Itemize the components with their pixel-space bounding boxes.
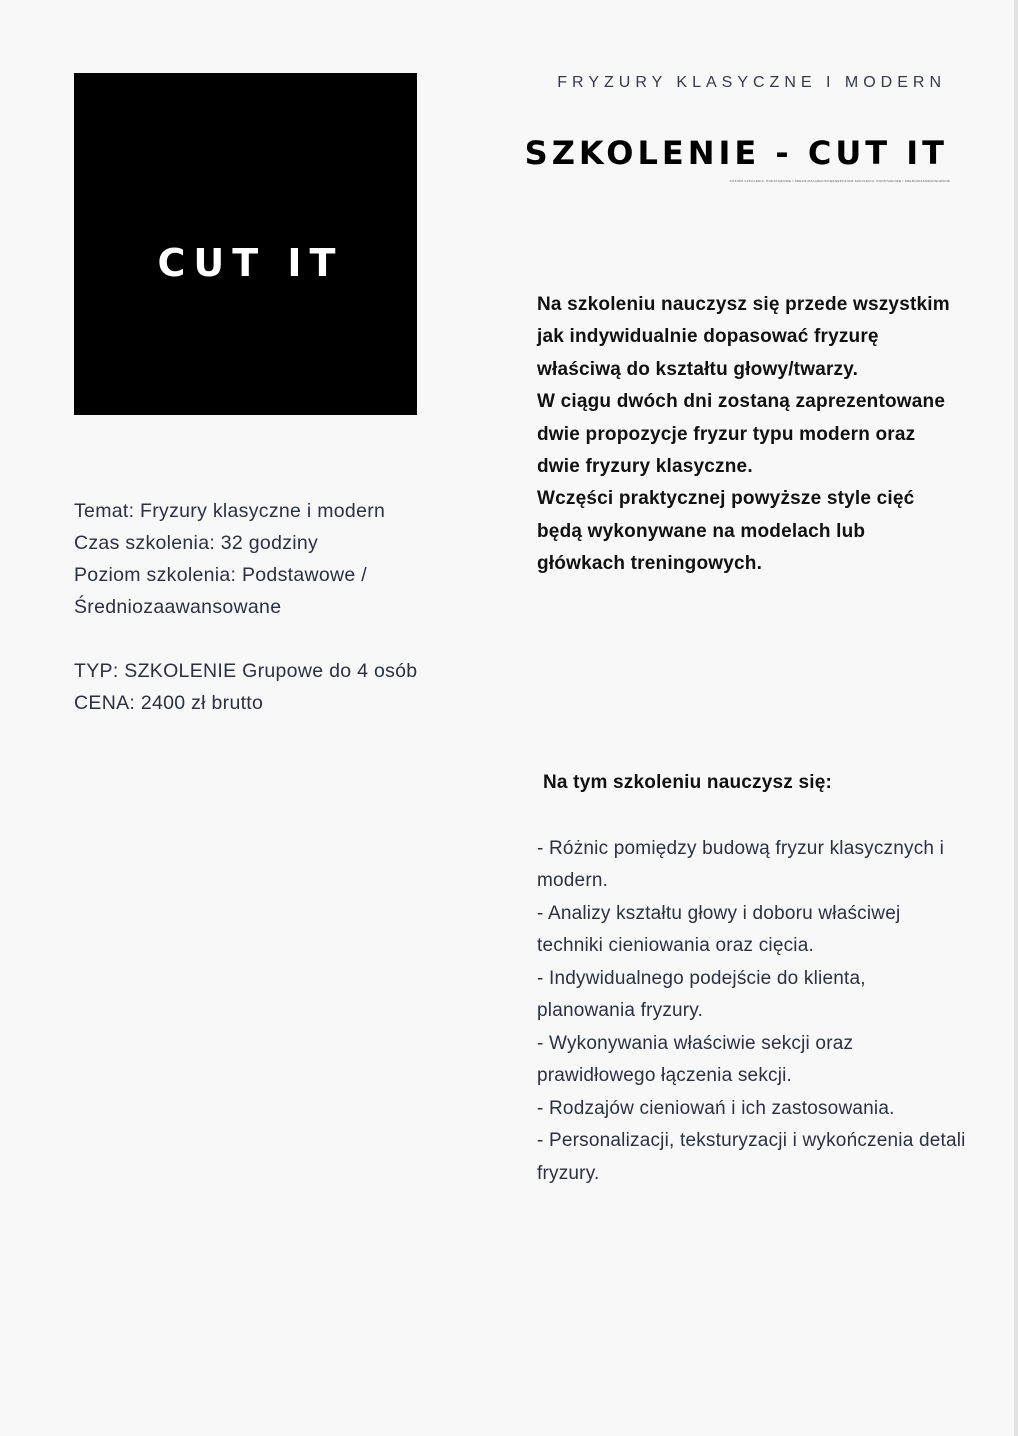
learning-item: - Wykonywania właściwie sekcji oraz prawidłowego łączenia sekcji.: [537, 1032, 854, 1086]
learning-item: - Rodzajów cieniowań i ich zastosowania.: [537, 1097, 895, 1119]
info-topic: Temat: Fryzury klasyczne i modern: [74, 500, 386, 522]
intro-paragraph-2: W ciągu dwóch dni zostaną zaprezentowane dwie propozycje fryzur typu modern oraz dwie fryzury klasyczne.: [537, 391, 946, 478]
info-duration: Czas szkolenia: 32 godziny: [74, 532, 319, 554]
info-level-line-2: Średniozaawansowane: [74, 596, 282, 618]
learning-item: - Różnic pomiędzy budową fryzur klasycznych i modern.: [537, 837, 945, 891]
logo-box: [74, 73, 417, 415]
intro-paragraph-3: Wczęści praktycznej powyższe style cięć będą wykonywane na modelach lub główkach treningowych.: [537, 488, 915, 575]
info-type: TYP: SZKOLENIE Grupowe do 4 osób: [74, 660, 418, 682]
header-fine-print: POZIOM SZKOLENIA: PODSTAWOWE / ŚREDNIOZAAWANSOWANEPOZIOM SZKOLENIA: PODSTAWOWE / ŚREDNIOZAAWANSOWANE: [729, 179, 950, 183]
learning-outcomes: [537, 767, 967, 1190]
intro-paragraph-1: Na szkoleniu nauczysz się przede wszystkim jak indywidualnie dopasować fryzurę właściwą do kształtu głowy/twarzy.: [537, 294, 950, 380]
learning-item: - Personalizacji, teksturyzacji i wykończenia detali fryzury.: [537, 1130, 966, 1184]
page-title: SZKOLENIE - CUT IT: [524, 134, 948, 172]
header-kicker: FRYZURY KLASYCZNE I MODERN: [557, 74, 946, 91]
page-edge: [1014, 0, 1018, 1436]
learning-heading: Na tym szkoleniu nauczysz się:: [543, 772, 832, 793]
logo-text: CUT IT: [157, 241, 344, 285]
course-info: [74, 495, 474, 719]
learning-item: - Analizy kształtu głowy i doboru właściwej techniki cieniowania oraz cięcia.: [537, 902, 901, 956]
course-intro: [537, 289, 957, 581]
info-level-line-1: Poziom szkolenia: Podstawowe /: [74, 564, 367, 586]
learning-item: - Indywidualnego podejście do klienta, planowania fryzury.: [537, 967, 866, 1021]
info-price: CENA: 2400 zł brutto: [74, 692, 264, 714]
